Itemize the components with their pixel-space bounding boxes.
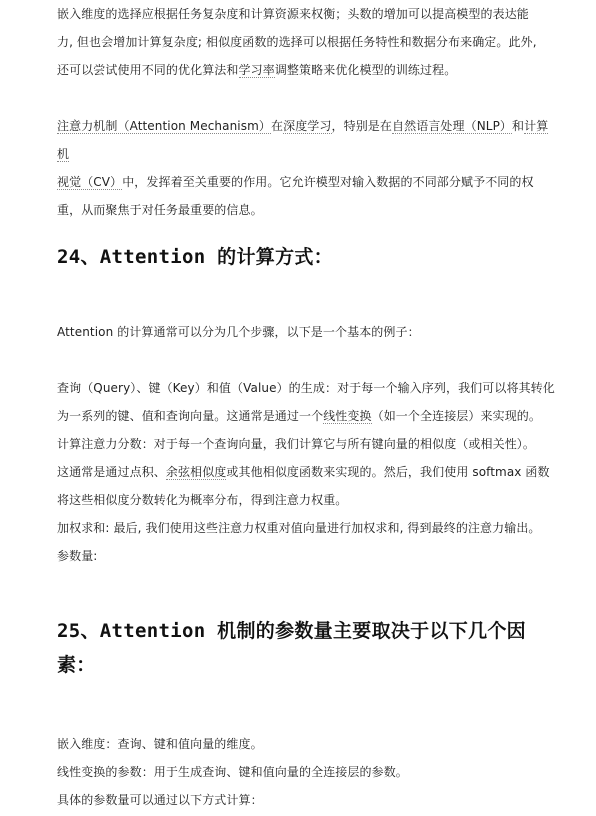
text-line: 重，从而聚焦于对任务最重要的信息。 xyxy=(57,203,263,217)
link-cosine-similarity[interactable]: 余弦相似度 xyxy=(165,465,227,479)
text-line: 线性变换的参数：用于生成查询、键和值向量的全连接层的参数。 xyxy=(57,765,408,779)
text-line: 计算注意力分数：对于每一个查询向量，我们计算它与所有键向量的相似度（或相关性）。 xyxy=(57,437,536,451)
link-computer-vision[interactable]: 计算机 xyxy=(57,119,549,161)
text-line: 为一系列的键、值和查询向量。这通常是通过一个线性变换（如一个全连接层）来实现的。 xyxy=(57,409,542,423)
text-line: 注意力机制（Attention Mechanism）在深度学习，特别是在自然语言处理（NLP）和计算机 xyxy=(57,119,549,161)
text-line: 力, 但也会增加计算复杂度; 相似度函数的选择可以根据任务特性和数据分布来确定。此外, xyxy=(57,35,537,49)
calc-steps-paragraph xyxy=(57,374,555,570)
text-line: 视觉（CV）中，发挥着至关重要的作用。它允许模型对输入数据的不同部分赋予不同的权 xyxy=(57,175,534,189)
link-deep-learning[interactable]: 深度学习 xyxy=(283,119,332,133)
text-line: 嵌入维度的选择应根据任务复杂度和计算资源来权衡；头数的增加可以提高模型的表达能 xyxy=(57,7,529,21)
text-line: Attention 的计算通常可以分为几个步骤，以下是一个基本的例子： xyxy=(57,325,420,339)
text-line: 还可以尝试使用不同的优化算法和学习率调整策略来优化模型的训练过程。 xyxy=(57,63,457,77)
text-line: 嵌入维度：查询、键和值向量的维度。 xyxy=(57,737,263,751)
link-learning-rate[interactable]: 学习率 xyxy=(238,63,275,77)
link-attention-mechanism[interactable]: 注意力机制（Attention Mechanism） xyxy=(57,119,271,133)
text-line: 加权求和: 最后, 我们使用这些注意力权重对值向量进行加权求和, 得到最终的注意力输出。 xyxy=(57,521,541,535)
text-line: 具体的参数量可以通过以下方式计算： xyxy=(57,793,263,807)
text-line: 这通常是通过点积、余弦相似度或其他相似度函数来实现的。然后，我们使用 softmax 函数 xyxy=(57,465,550,479)
calc-intro-paragraph xyxy=(57,318,420,346)
section-heading-25: 25、Attention 机制的参数量主要取决于以下几个因素： xyxy=(57,620,526,676)
link-linear-transform[interactable]: 线性变换 xyxy=(323,409,372,423)
text-line: 查询（Query）、键（Key）和值（Value）的生成：对于每一个输入序列，我们可以将其转化 xyxy=(57,381,555,395)
section-heading-24: 24、Attention 的计算方式： xyxy=(57,246,333,268)
link-computer-vision-cont[interactable]: 视觉（CV） xyxy=(57,175,123,189)
link-nlp[interactable]: 自然语言处理（NLP） xyxy=(392,119,513,133)
factors-paragraph xyxy=(57,730,408,814)
intro-paragraph xyxy=(57,0,537,84)
text-line: 将这些相似度分数转化为概率分布，得到注意力权重。 xyxy=(57,493,348,507)
attention-definition-paragraph xyxy=(57,112,557,224)
text-line: 参数量: xyxy=(57,549,98,563)
